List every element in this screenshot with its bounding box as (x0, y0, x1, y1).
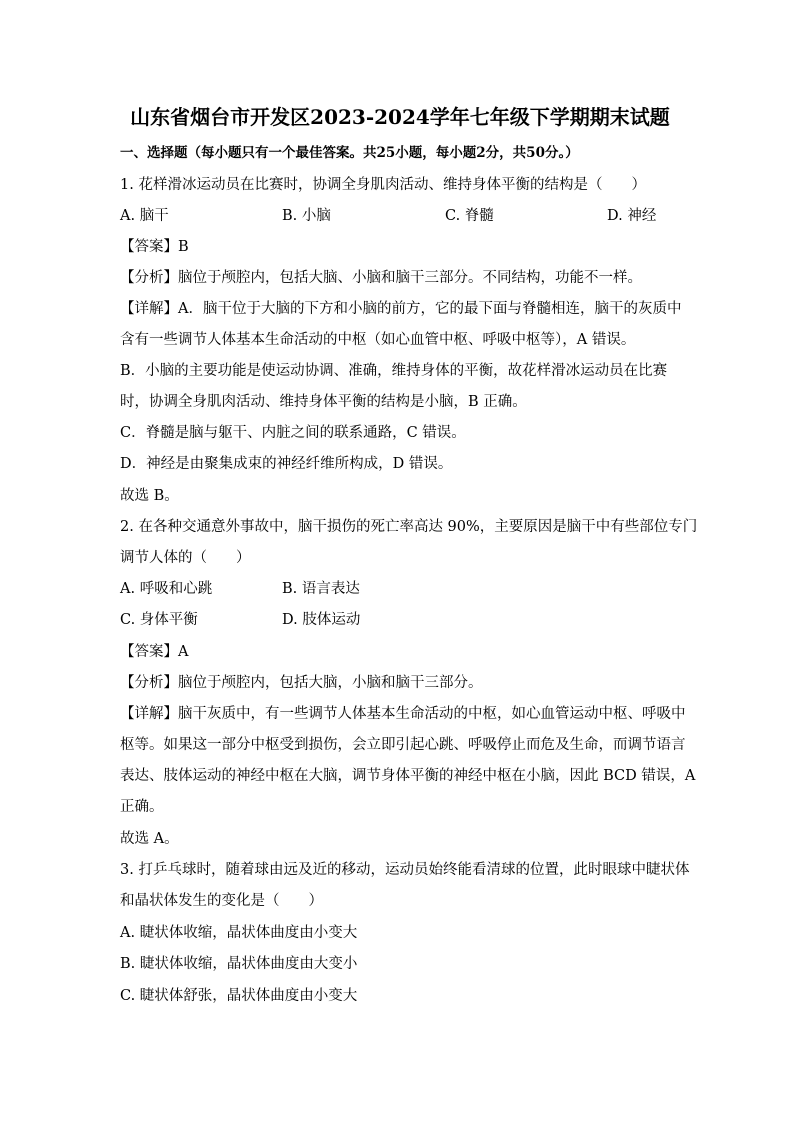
question-2-stem: 2. 在各种交通意外事故中，脑干损伤的死亡率高达 90%，主要原因是脑干中有些部位专门 (120, 519, 698, 535)
question-2-conclusion: 故选 A。 (120, 831, 179, 847)
question-3-stem: 3. 打乒乓球时，随着球由远及近的移动，运动员始终能看清球的位置，此时眼球中睫状体 (120, 862, 690, 878)
question-3-option-a: A. 睫状体收缩，晶状体曲度由小变大 (120, 925, 358, 941)
question-3-option-b: B. 睫状体收缩，晶状体曲度由大变小 (120, 956, 358, 972)
question-2-option-b: B. 语言表达 (282, 581, 360, 597)
question-1-detail-line: 含有一些调节人体基本生命活动的中枢（如心血管中枢、呼吸中枢等），A 错误。 (120, 332, 636, 348)
question-2-option-c: C. 身体平衡 (120, 612, 198, 628)
question-3-stem: 和晶状体发生的变化是（ ） (120, 893, 323, 909)
question-1-analysis: 【分析】脑位于颅腔内，包括大脑、小脑和脑干三部分。不同结构，功能不一样。 (120, 270, 642, 286)
section-heading: 一、选择题（每小题只有一个最佳答案。共25小题，每小题2分，共50分。） (120, 145, 579, 161)
question-2-detail-line: 【详解】脑干灰质中，有一些调节人体基本生命活动的中枢，如心血管运动中枢、呼吸中 (120, 706, 686, 722)
question-2-detail-line: 枢等。如果这一部分中枢受到损伤，会立即引起心跳、呼吸停止而危及生命，而调节语言 (120, 737, 686, 753)
question-1-detail-line: C．脊髓是脑与躯干、内脏之间的联系通路，C 错误。 (120, 425, 466, 441)
page-title: 山东省烟台市开发区2023-2024学年七年级下学期期末试题 (130, 105, 670, 129)
question-1-detail-line: 时，协调全身肌肉活动、维持身体平衡的结构是小脑，B 正确。 (120, 394, 527, 410)
question-1-option-c: C. 脊髓 (445, 208, 494, 224)
question-1-option-b: B. 小脑 (282, 208, 331, 224)
question-1-stem: 1. 花样滑冰运动员在比赛时，协调全身肌肉活动、维持身体平衡的结构是（ ） (120, 177, 646, 193)
question-1-detail-line: 【详解】A．脑干位于大脑的下方和小脑的前方，它的最下面与脊髓相连，脑干的灰质中 (120, 301, 682, 317)
question-2-stem: 调节人体的（ ） (120, 550, 251, 566)
question-2-option-a: A. 呼吸和心跳 (120, 581, 213, 597)
question-2-analysis: 【分析】脑位于颅腔内，包括大脑，小脑和脑干三部分。 (120, 675, 483, 691)
question-1-option-a: A. 脑干 (120, 208, 169, 224)
question-2-option-d: D. 肢体运动 (282, 612, 361, 628)
question-3-option-c: C. 睫状体舒张，晶状体曲度由小变大 (120, 988, 358, 1004)
question-2-detail-line: 正确。 (120, 799, 164, 815)
question-2-answer: 【答案】A (120, 644, 189, 660)
question-2-detail-line: 表达、肢体运动的神经中枢在大脑，调节身体平衡的神经中枢在小脑，因此 BCD 错误，A (120, 768, 696, 784)
question-1-detail-line: B．小脑的主要功能是使运动协调、准确，维持身体的平衡，故花样滑冰运动员在比赛 (120, 363, 668, 379)
question-1-answer: 【答案】B (120, 239, 189, 255)
question-1-detail-line: D．神经是由聚集成束的神经纤维所构成，D 错误。 (120, 456, 453, 472)
question-1-conclusion: 故选 B。 (120, 488, 179, 504)
question-1-option-d: D. 神经 (607, 208, 657, 224)
